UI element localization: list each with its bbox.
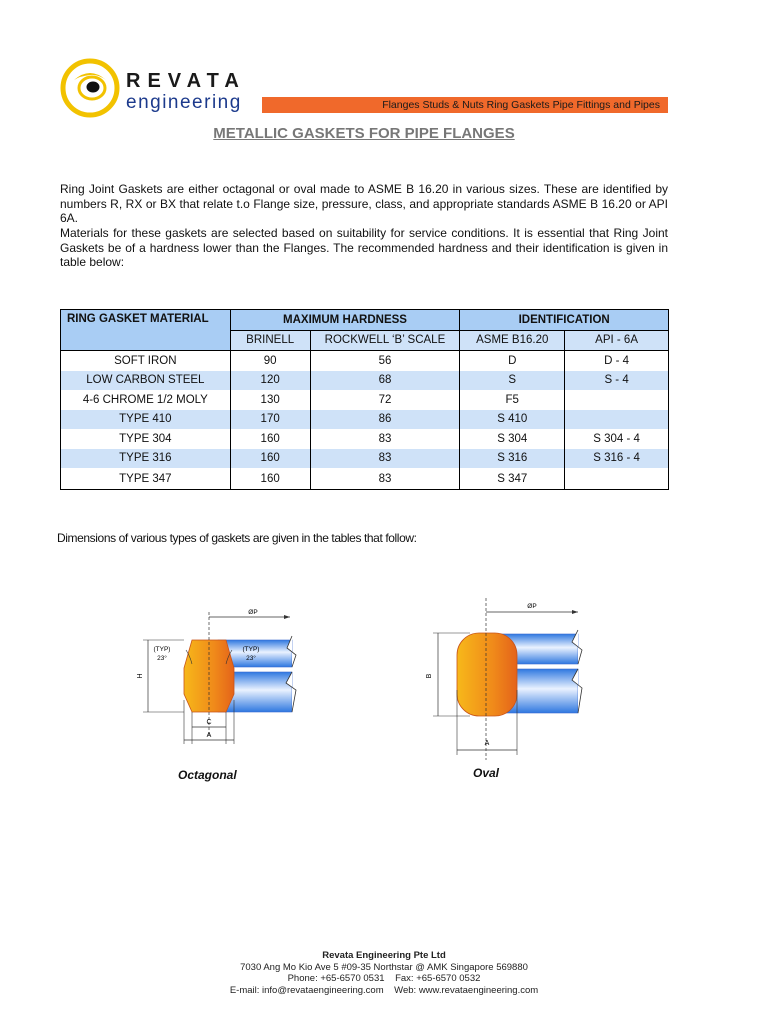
header-brinell: BRINELL (230, 330, 310, 351)
header-api: API - 6A (565, 330, 669, 351)
table-row (61, 468, 669, 490)
rockwell-cell: 83 (310, 449, 460, 469)
rockwell-cell: 72 (310, 390, 460, 410)
material-cell: 4-6 CHROME 1/2 MOLY (61, 390, 231, 410)
gasket-diagrams (120, 590, 600, 770)
table-row (61, 449, 669, 469)
label-angle-right: 23° (246, 655, 256, 662)
material-cell: LOW CARBON STEEL (61, 371, 231, 391)
label-diameter-p: ØP (248, 609, 258, 616)
footer-contact: E-mail: info@revataengineering.com Web: www.revataengineering.com (229, 984, 539, 996)
material-cell: TYPE 410 (61, 410, 231, 430)
header-identification: IDENTIFICATION (460, 310, 669, 331)
table-row (61, 410, 669, 430)
brand-name: REVATA (126, 70, 246, 92)
table-row (61, 371, 669, 391)
api-cell: D - 4 (565, 351, 669, 371)
page-title: METALLIC GASKETS FOR PIPE FLANGES (213, 125, 515, 142)
material-cell: TYPE 316 (61, 449, 231, 469)
label-angle-left: 23° (157, 655, 167, 662)
asme-cell: S 304 (460, 429, 565, 449)
footer-phone: Phone: +65-6570 0531 Fax: +65-6570 0532 (287, 973, 481, 984)
api-cell (565, 410, 669, 430)
hardness-table (60, 309, 669, 490)
header-max-hardness: MAXIMUM HARDNESS (230, 310, 460, 331)
material-cell: TYPE 347 (61, 468, 231, 490)
brinell-cell: 160 (230, 468, 310, 490)
api-cell: S - 4 (565, 371, 669, 391)
label-h: H (137, 673, 144, 679)
label-b: B (426, 673, 433, 679)
brinell-cell: 130 (230, 390, 310, 410)
header-material: RING GASKET MATERIAL (61, 310, 231, 351)
asme-cell: F5 (460, 390, 565, 410)
label-c: C (206, 719, 212, 726)
dimensions-note: Dimensions of various types of gaskets are given in the tables that follow: (57, 531, 417, 545)
table-row (61, 429, 669, 449)
header-asme: ASME B16.20 (460, 330, 565, 351)
material-cell: SOFT IRON (61, 351, 231, 371)
footer-company: Revata Engineering Pte Ltd (322, 950, 446, 961)
footer (0, 950, 768, 996)
api-cell: S 316 - 4 (565, 449, 669, 469)
table-row (61, 390, 669, 410)
footer-address: 7030 Ang Mo Kio Ave 5 #09-35 Northstar @ AMK Singapore 569880 (240, 961, 528, 973)
asme-cell: S 347 (460, 468, 565, 490)
intro-paragraph: Ring Joint Gaskets are either octagonal or oval made to ASME B 16.20 in various sizes. These are identified by numbers R, RX or BX that relate t.o Flange size, pressure, class, and appropriate standards ASME B 16.20 or API 6A. (60, 182, 668, 225)
logo-icon (60, 58, 122, 120)
label-typ-left: (TYP) (153, 646, 171, 653)
label-a-oct: A (206, 732, 212, 739)
rockwell-cell: 56 (310, 351, 460, 371)
api-cell (565, 390, 669, 410)
asme-cell: D (460, 351, 565, 371)
material-cell: TYPE 304 (61, 429, 231, 449)
rockwell-cell: 83 (310, 468, 460, 490)
label-typ-right: (TYP) (242, 646, 260, 653)
label-diameter-p-oval: ØP (527, 603, 537, 610)
octagonal-caption: Octagonal (178, 768, 237, 782)
brinell-cell: 90 (230, 351, 310, 371)
brand-subtitle: engineering (126, 92, 242, 113)
octagonal-diagram (137, 609, 296, 744)
brinell-cell: 170 (230, 410, 310, 430)
asme-cell: S 316 (460, 449, 565, 469)
label-a-oval: A (484, 740, 490, 747)
brinell-cell: 120 (230, 371, 310, 391)
asme-cell: S (460, 371, 565, 391)
header-rockwell: ROCKWELL ‘B’ SCALE (310, 330, 460, 351)
table-row (61, 351, 669, 371)
api-cell: S 304 - 4 (565, 429, 669, 449)
brinell-cell: 160 (230, 429, 310, 449)
asme-cell: S 410 (460, 410, 565, 430)
oval-diagram (426, 598, 582, 760)
materials-paragraph: Materials for these gaskets are selected based on suitability for service conditions. It is essential that Ring Joint Gaskets be of a hardness lower than the Flanges. The recommended hardness and their identification is given in table below: (60, 226, 668, 269)
api-cell (565, 468, 669, 490)
rockwell-cell: 68 (310, 371, 460, 391)
oval-caption: Oval (473, 766, 500, 780)
brinell-cell: 160 (230, 449, 310, 469)
rockwell-cell: 86 (310, 410, 460, 430)
tagline-banner: Flanges Studs & Nuts Ring Gaskets Pipe Fittings and Pipes (262, 97, 668, 113)
rockwell-cell: 83 (310, 429, 460, 449)
